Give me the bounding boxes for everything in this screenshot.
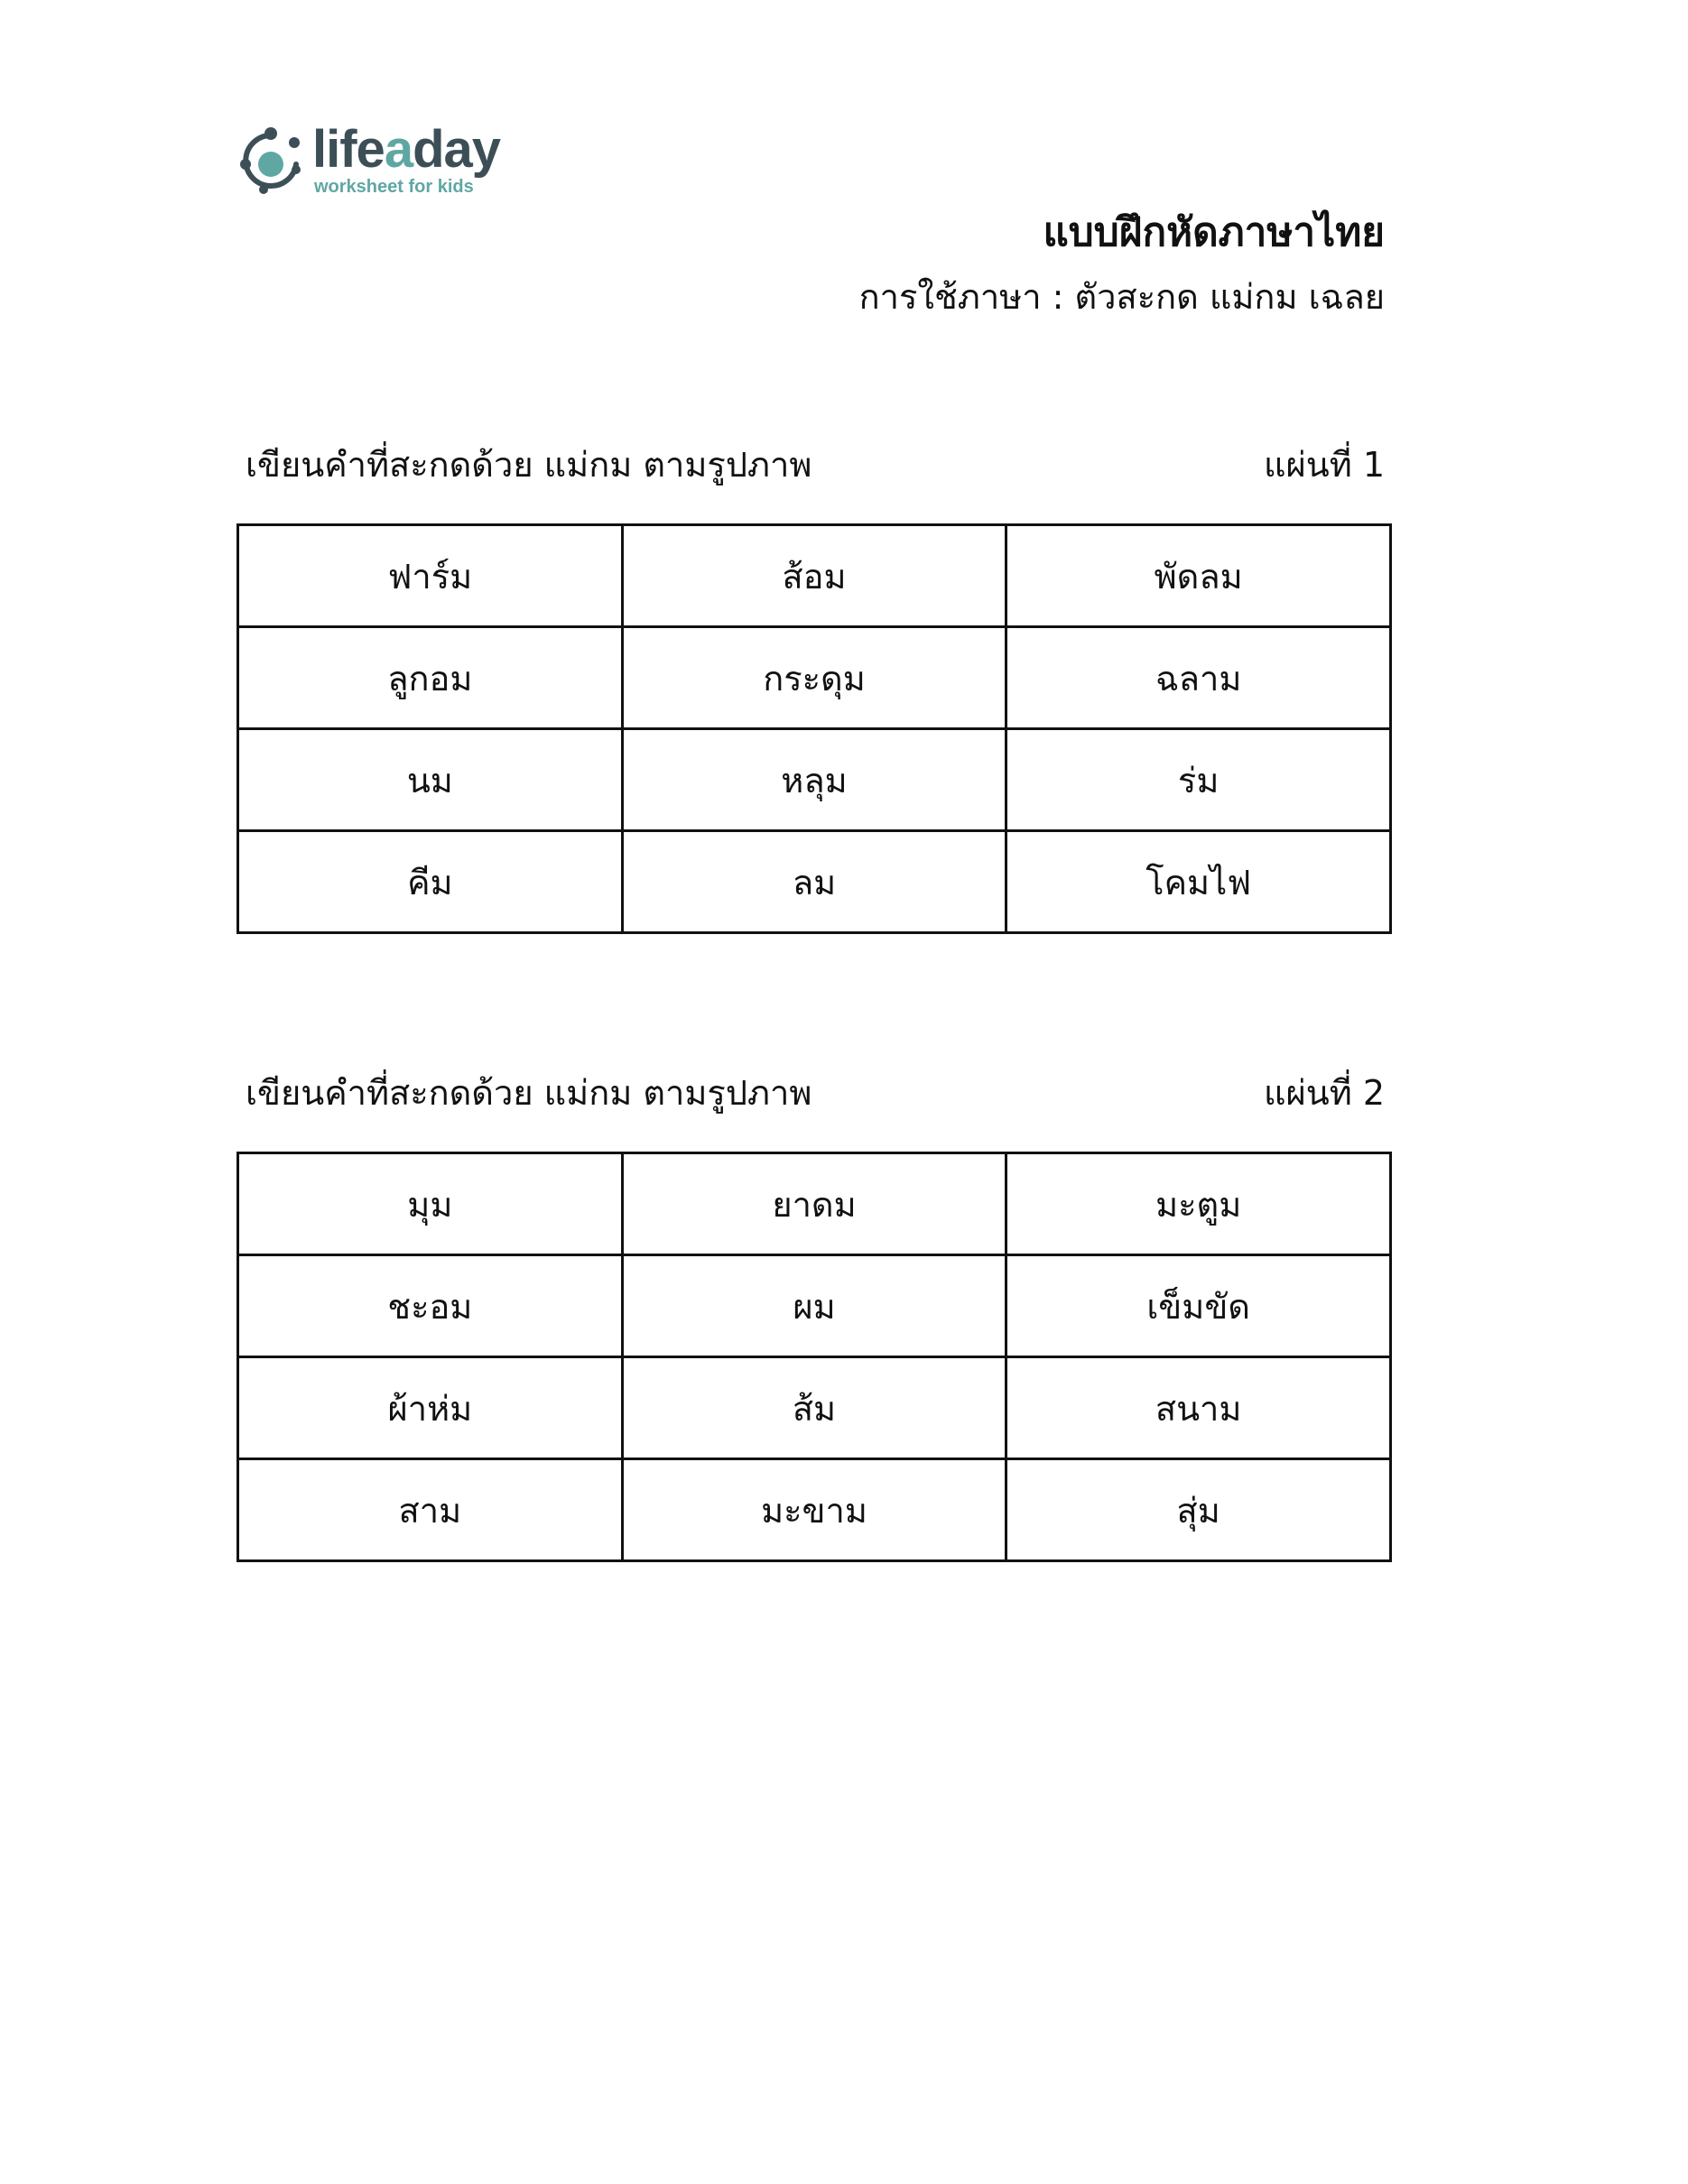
word-cell: ฟาร์ม: [238, 525, 623, 627]
word-cell: หลุม: [622, 729, 1006, 831]
word-cell: ยาดม: [622, 1153, 1006, 1255]
lifeaday-logo: [237, 120, 507, 204]
word-cell: สนาม: [1006, 1357, 1391, 1459]
word-cell: มุม: [238, 1153, 623, 1255]
word-cell: ผ้าห่ม: [238, 1357, 623, 1459]
word-cell: มะตูม: [1006, 1153, 1391, 1255]
word-cell: ชะอม: [238, 1255, 623, 1357]
logo-word-end: day: [413, 120, 501, 179]
table-row: [238, 831, 1391, 933]
table-row: [238, 525, 1391, 627]
section-instruction: เขียนคำที่สะกดด้วย แม่กม ตามรูปภาพ: [246, 445, 812, 485]
logo-wordmark: [312, 119, 500, 180]
word-cell: โคมไฟ: [1006, 831, 1391, 933]
logo-word-main: life: [312, 120, 385, 179]
section-header: [237, 433, 1392, 523]
table-row: [238, 1459, 1391, 1561]
worksheet-section-1: [237, 433, 1392, 902]
word-cell: สุ่ม: [1006, 1459, 1391, 1561]
word-cell: ส้ม: [622, 1357, 1006, 1459]
word-cell: คีม: [238, 831, 623, 933]
word-cell: เข็มขัด: [1006, 1255, 1391, 1357]
table-row: [238, 1153, 1391, 1255]
word-cell: ลม: [622, 831, 1006, 933]
section-instruction: เขียนคำที่สะกดด้วย แม่กม ตามรูปภาพ: [246, 1073, 812, 1113]
sheet-number-label: แผ่นที่ 1: [1263, 445, 1385, 485]
answer-table-1: [237, 523, 1392, 934]
answer-table-2: [237, 1152, 1392, 1562]
word-cell: ผม: [622, 1255, 1006, 1357]
logo-word-accent: a: [384, 120, 413, 179]
word-cell: ร่ม: [1006, 729, 1391, 831]
word-cell: ส้อม: [622, 525, 1006, 627]
page-title: แบบฝึกหัดภาษาไทย: [1043, 209, 1385, 255]
molecule-logo-icon: [237, 125, 305, 197]
word-cell: มะขาม: [622, 1459, 1006, 1561]
table-row: [238, 1357, 1391, 1459]
table-row: [238, 627, 1391, 729]
section-header: [237, 1061, 1392, 1152]
sheet-number-label: แผ่นที่ 2: [1263, 1073, 1385, 1113]
word-cell: ฉลาม: [1006, 627, 1391, 729]
word-cell: ลูกอม: [238, 627, 623, 729]
logo-tagline: worksheet for kids: [314, 177, 474, 197]
word-cell: นม: [238, 729, 623, 831]
word-cell: พัดลม: [1006, 525, 1391, 627]
table-row: [238, 729, 1391, 831]
word-cell: กระดุม: [622, 627, 1006, 729]
page-subtitle: การใช้ภาษา : ตัวสะกด แม่กม เฉลย: [858, 277, 1385, 317]
word-cell: สาม: [238, 1459, 623, 1561]
table-row: [238, 1255, 1391, 1357]
worksheet-section-2: [237, 1061, 1392, 1531]
